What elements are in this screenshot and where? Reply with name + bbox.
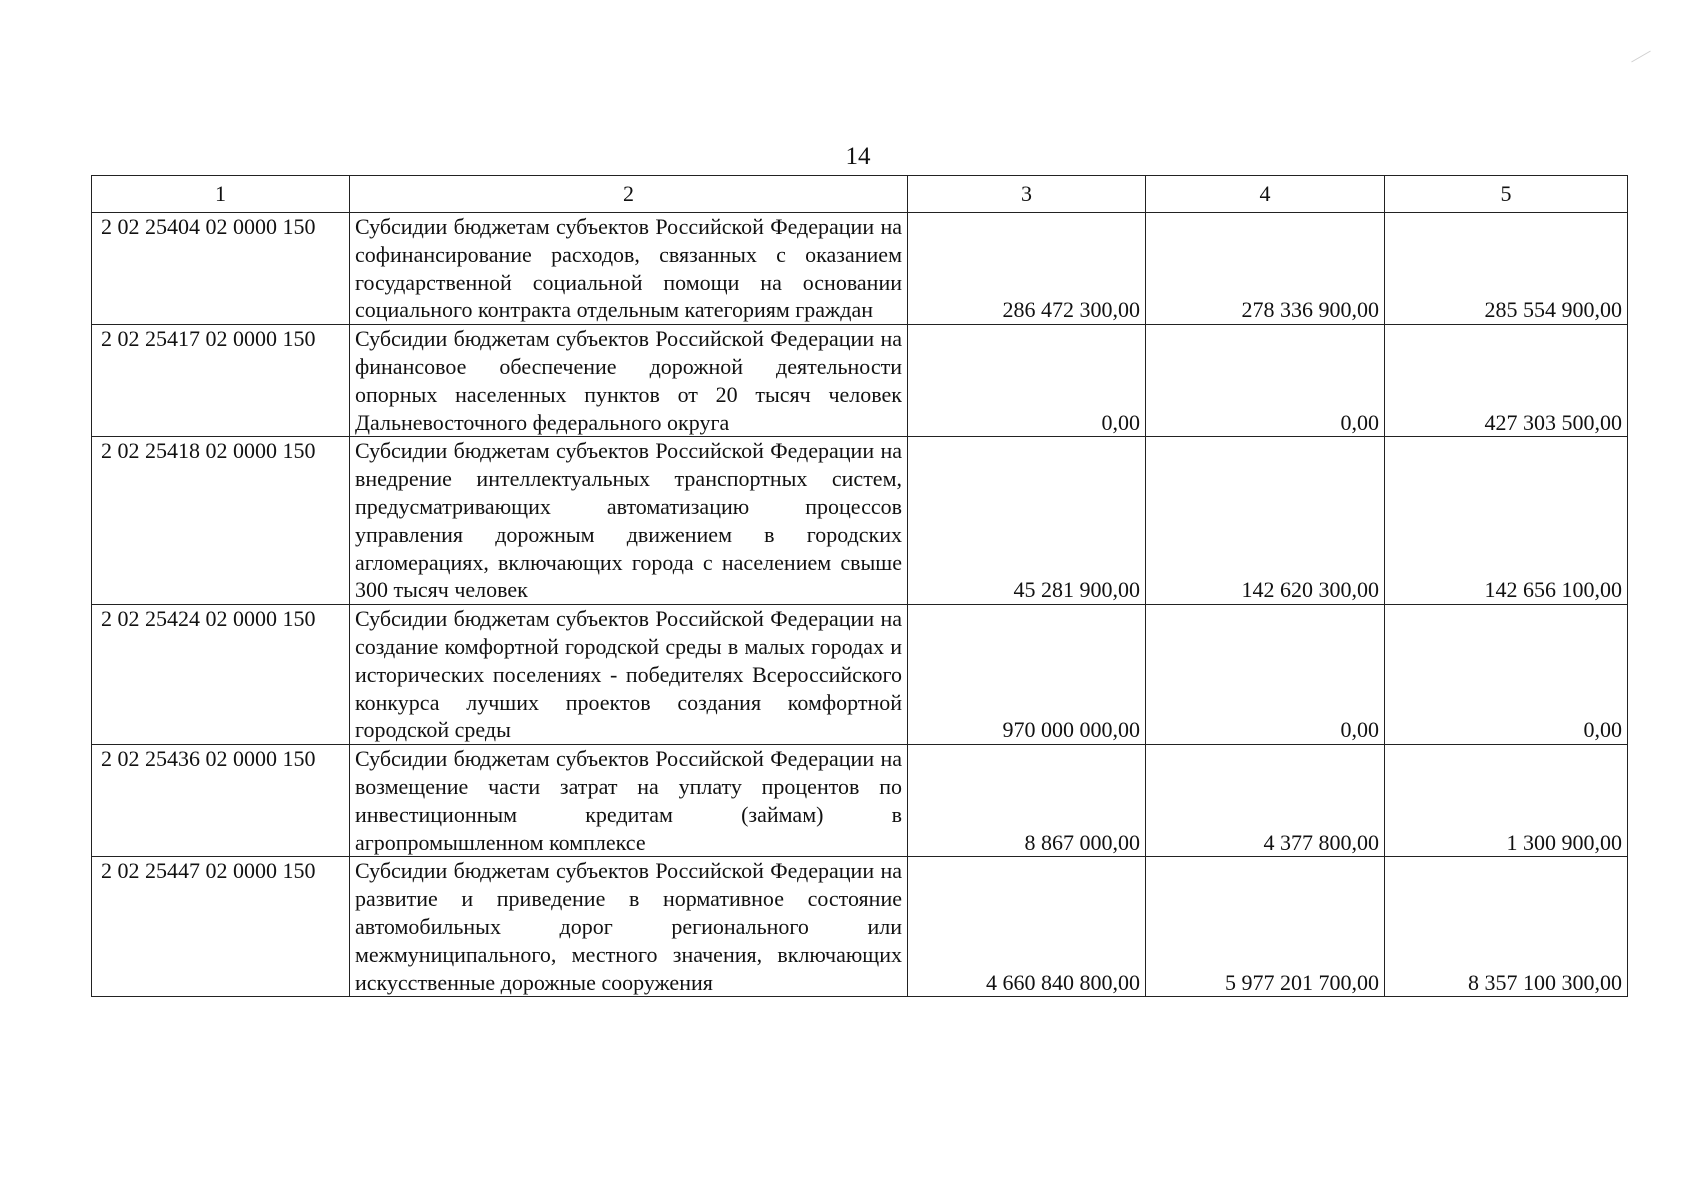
table-row — [92, 857, 1628, 997]
budget-code: 2 02 25447 02 0000 150 — [92, 857, 350, 997]
column-header-1: 1 — [92, 176, 350, 213]
amount-col-3: 4 660 840 800,00 — [908, 857, 1146, 997]
amount-col-5: 8 357 100 300,00 — [1385, 857, 1628, 997]
amount-col-5: 427 303 500,00 — [1385, 325, 1628, 437]
amount-col-3: 0,00 — [908, 325, 1146, 437]
row-description: Субсидии бюджетам субъектов Российской Федерации на возмещение части затрат на уплату процентов по инвестиционным кредитам (займам) в агропромышленном комплексе — [350, 745, 908, 857]
table-row — [92, 325, 1628, 437]
column-header-3: 3 — [908, 176, 1146, 213]
row-description: Субсидии бюджетам субъектов Российской Федерации на внедрение интеллектуальных транспортных систем, предусматривающих автоматизацию процессов управления дорожным движением в городских агломерациях, включающих города с населением свыше 300 тысяч человек — [350, 437, 908, 605]
budget-code: 2 02 25417 02 0000 150 — [92, 325, 350, 437]
amount-col-5: 142 656 100,00 — [1385, 437, 1628, 605]
page-number: 14 — [845, 143, 871, 170]
column-header-5: 5 — [1385, 176, 1628, 213]
amount-col-4: 0,00 — [1146, 325, 1385, 437]
table-header-row — [92, 176, 1628, 213]
amount-col-3: 970 000 000,00 — [908, 605, 1146, 745]
amount-col-3: 8 867 000,00 — [908, 745, 1146, 857]
budget-code: 2 02 25418 02 0000 150 — [92, 437, 350, 605]
table-row — [92, 605, 1628, 745]
budget-table — [91, 175, 1628, 997]
amount-col-4: 142 620 300,00 — [1146, 437, 1385, 605]
budget-code: 2 02 25436 02 0000 150 — [92, 745, 350, 857]
budget-code: 2 02 25424 02 0000 150 — [92, 605, 350, 745]
table-row — [92, 437, 1628, 605]
amount-col-4: 0,00 — [1146, 605, 1385, 745]
amount-col-3: 286 472 300,00 — [908, 213, 1146, 325]
row-description: Субсидии бюджетам субъектов Российской Федерации на финансовое обеспечение дорожной деятельности опорных населенных пунктов от 20 тысяч человек Дальневосточного федерального округа — [350, 325, 908, 437]
amount-col-4: 278 336 900,00 — [1146, 213, 1385, 325]
table-row — [92, 745, 1628, 857]
column-header-4: 4 — [1146, 176, 1385, 213]
amount-col-3: 45 281 900,00 — [908, 437, 1146, 605]
budget-code: 2 02 25404 02 0000 150 — [92, 213, 350, 325]
amount-col-5: 0,00 — [1385, 605, 1628, 745]
row-description: Субсидии бюджетам субъектов Российской Федерации на софинансирование расходов, связанных с оказанием государственной социальной помощи на основании социального контракта отдельным категориям граждан — [350, 213, 908, 325]
row-description: Субсидии бюджетам субъектов Российской Федерации на создание комфортной городской среды в малых городах и исторических поселениях - победителях Всероссийского конкурса лучших проектов создания комфортной городской среды — [350, 605, 908, 745]
row-description: Субсидии бюджетам субъектов Российской Федерации на развитие и приведение в нормативное состояние автомобильных дорог регионального или межмуниципального, местного значения, включающих искусственные дорожные сооружения — [350, 857, 908, 997]
scan-mark — [1631, 51, 1651, 63]
table-row — [92, 213, 1628, 325]
amount-col-4: 4 377 800,00 — [1146, 745, 1385, 857]
amount-col-5: 285 554 900,00 — [1385, 213, 1628, 325]
amount-col-4: 5 977 201 700,00 — [1146, 857, 1385, 997]
amount-col-5: 1 300 900,00 — [1385, 745, 1628, 857]
column-header-2: 2 — [350, 176, 908, 213]
